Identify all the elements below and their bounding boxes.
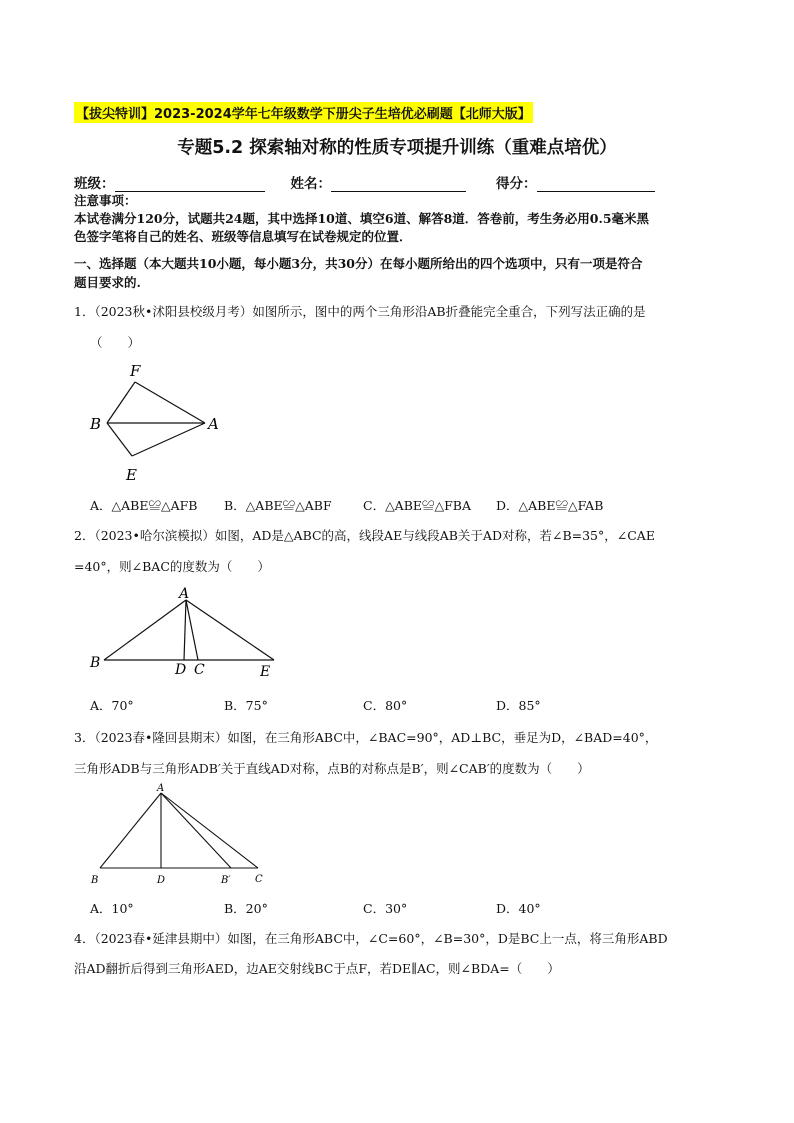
q3-label-a: A	[157, 783, 165, 794]
q3-option-a[interactable]: A．10°	[90, 901, 134, 916]
name-field[interactable]	[331, 177, 466, 192]
q3-stem-line-2: 三角形ADB与三角形ADB′关于直线AD对称，点B的对称点是B′，则∠CAB′的度数为（ ）	[74, 761, 590, 776]
q3-option-d[interactable]: D．40°	[496, 901, 541, 916]
student-info-row	[74, 172, 655, 192]
q2-option-c[interactable]: C．80°	[363, 698, 408, 713]
q4-stem-line-2: 沿AD翻折后得到三角形AED，边AE交射线BC于点F，若DE∥AC，则∠BDA=（ ）	[74, 961, 560, 976]
q1-label-a: A	[208, 415, 219, 433]
q1-option-d[interactable]: D．△ABE≌△FAB	[496, 498, 604, 513]
name-label: 姓名：	[290, 176, 331, 192]
series-banner: 【拔尖特训】2023-2024学年七年级数学下册尖子生培优必刷题【北师大版】	[74, 102, 533, 123]
q3-stem-line-1: 3．（2023春•隆回县期末）如图，在三角形ABC中，∠BAC=90°，AD⊥BC，垂足为D，∠BAD=40°，	[74, 730, 658, 745]
notes-heading: 注意事项：	[74, 193, 137, 208]
q2-label-e: E	[260, 664, 271, 680]
q3-label-c: C	[255, 874, 263, 885]
q2-label-c: C	[194, 662, 205, 678]
q1-option-c[interactable]: C．△ABE≌△FBA	[363, 498, 472, 513]
q1-label-e: E	[126, 466, 137, 484]
q1-figure	[88, 360, 228, 485]
notes-line-2: 色签字笔将自己的姓名、班级等信息填写在试卷规定的位置．	[74, 229, 412, 244]
q2-option-b[interactable]: B．75°	[224, 698, 268, 713]
q3-label-d: D	[157, 875, 166, 886]
score-field[interactable]	[537, 177, 655, 192]
q2-stem-line-1: 2．（2023•哈尔滨模拟）如图，AD是△ABC的高，线段AE与线段AB关于AD对称，若∠B=35°，∠CAE	[74, 528, 655, 543]
q1-stem-line-1: 1．（2023秋•沭阳县校级月考）如图所示，图中的两个三角形沿AB折叠能完全重合，下列写法正确的是	[74, 304, 646, 319]
q1-label-f: F	[130, 362, 141, 380]
q2-option-d[interactable]: D．85°	[496, 698, 541, 713]
section-heading-line-1: 一、选择题（本大题共10小题，每小题3分，共30分）在每小题所给出的四个选项中，只有一项是符合	[74, 256, 643, 271]
section-heading-line-2: 题目要求的.	[74, 275, 141, 290]
q2-label-b: B	[90, 655, 101, 671]
q1-label-b: B	[90, 415, 102, 433]
class-label: 班级：	[74, 176, 115, 192]
q4-stem-line-1: 4．（2023春•延津县期中）如图，在三角形ABC中，∠C=60°，∠B=30°，D是BC上一点，将三角形ABD	[74, 931, 668, 946]
q3-option-c[interactable]: C．30°	[363, 901, 408, 916]
q1-stem-line-2: （ ）	[90, 335, 141, 350]
q2-stem-line-2: =40°，则∠BAC的度数为（ ）	[74, 559, 270, 574]
q3-label-bprime: B′	[221, 875, 231, 886]
q3-figure	[88, 783, 278, 888]
notes-line-1: 本试卷满分120分，试题共24题，其中选择10道、填空6道、解答8道．答卷前，考生务必用0.5毫米黑	[74, 211, 650, 226]
page-title: 专题5.2 探索轴对称的性质专项提升训练（重难点培优）	[177, 138, 617, 158]
q2-option-a[interactable]: A．70°	[90, 698, 134, 713]
q2-figure	[88, 585, 288, 680]
class-field[interactable]	[115, 177, 265, 192]
q1-option-a[interactable]: A．△ABE≌△AFB	[90, 498, 198, 513]
q1-option-b[interactable]: B．△ABE≌△ABF	[224, 498, 332, 513]
score-label: 得分：	[496, 176, 537, 192]
q2-label-a: A	[179, 586, 190, 602]
q3-label-b: B	[91, 875, 99, 886]
q3-option-b[interactable]: B．20°	[224, 901, 268, 916]
q2-label-d: D	[175, 662, 187, 678]
